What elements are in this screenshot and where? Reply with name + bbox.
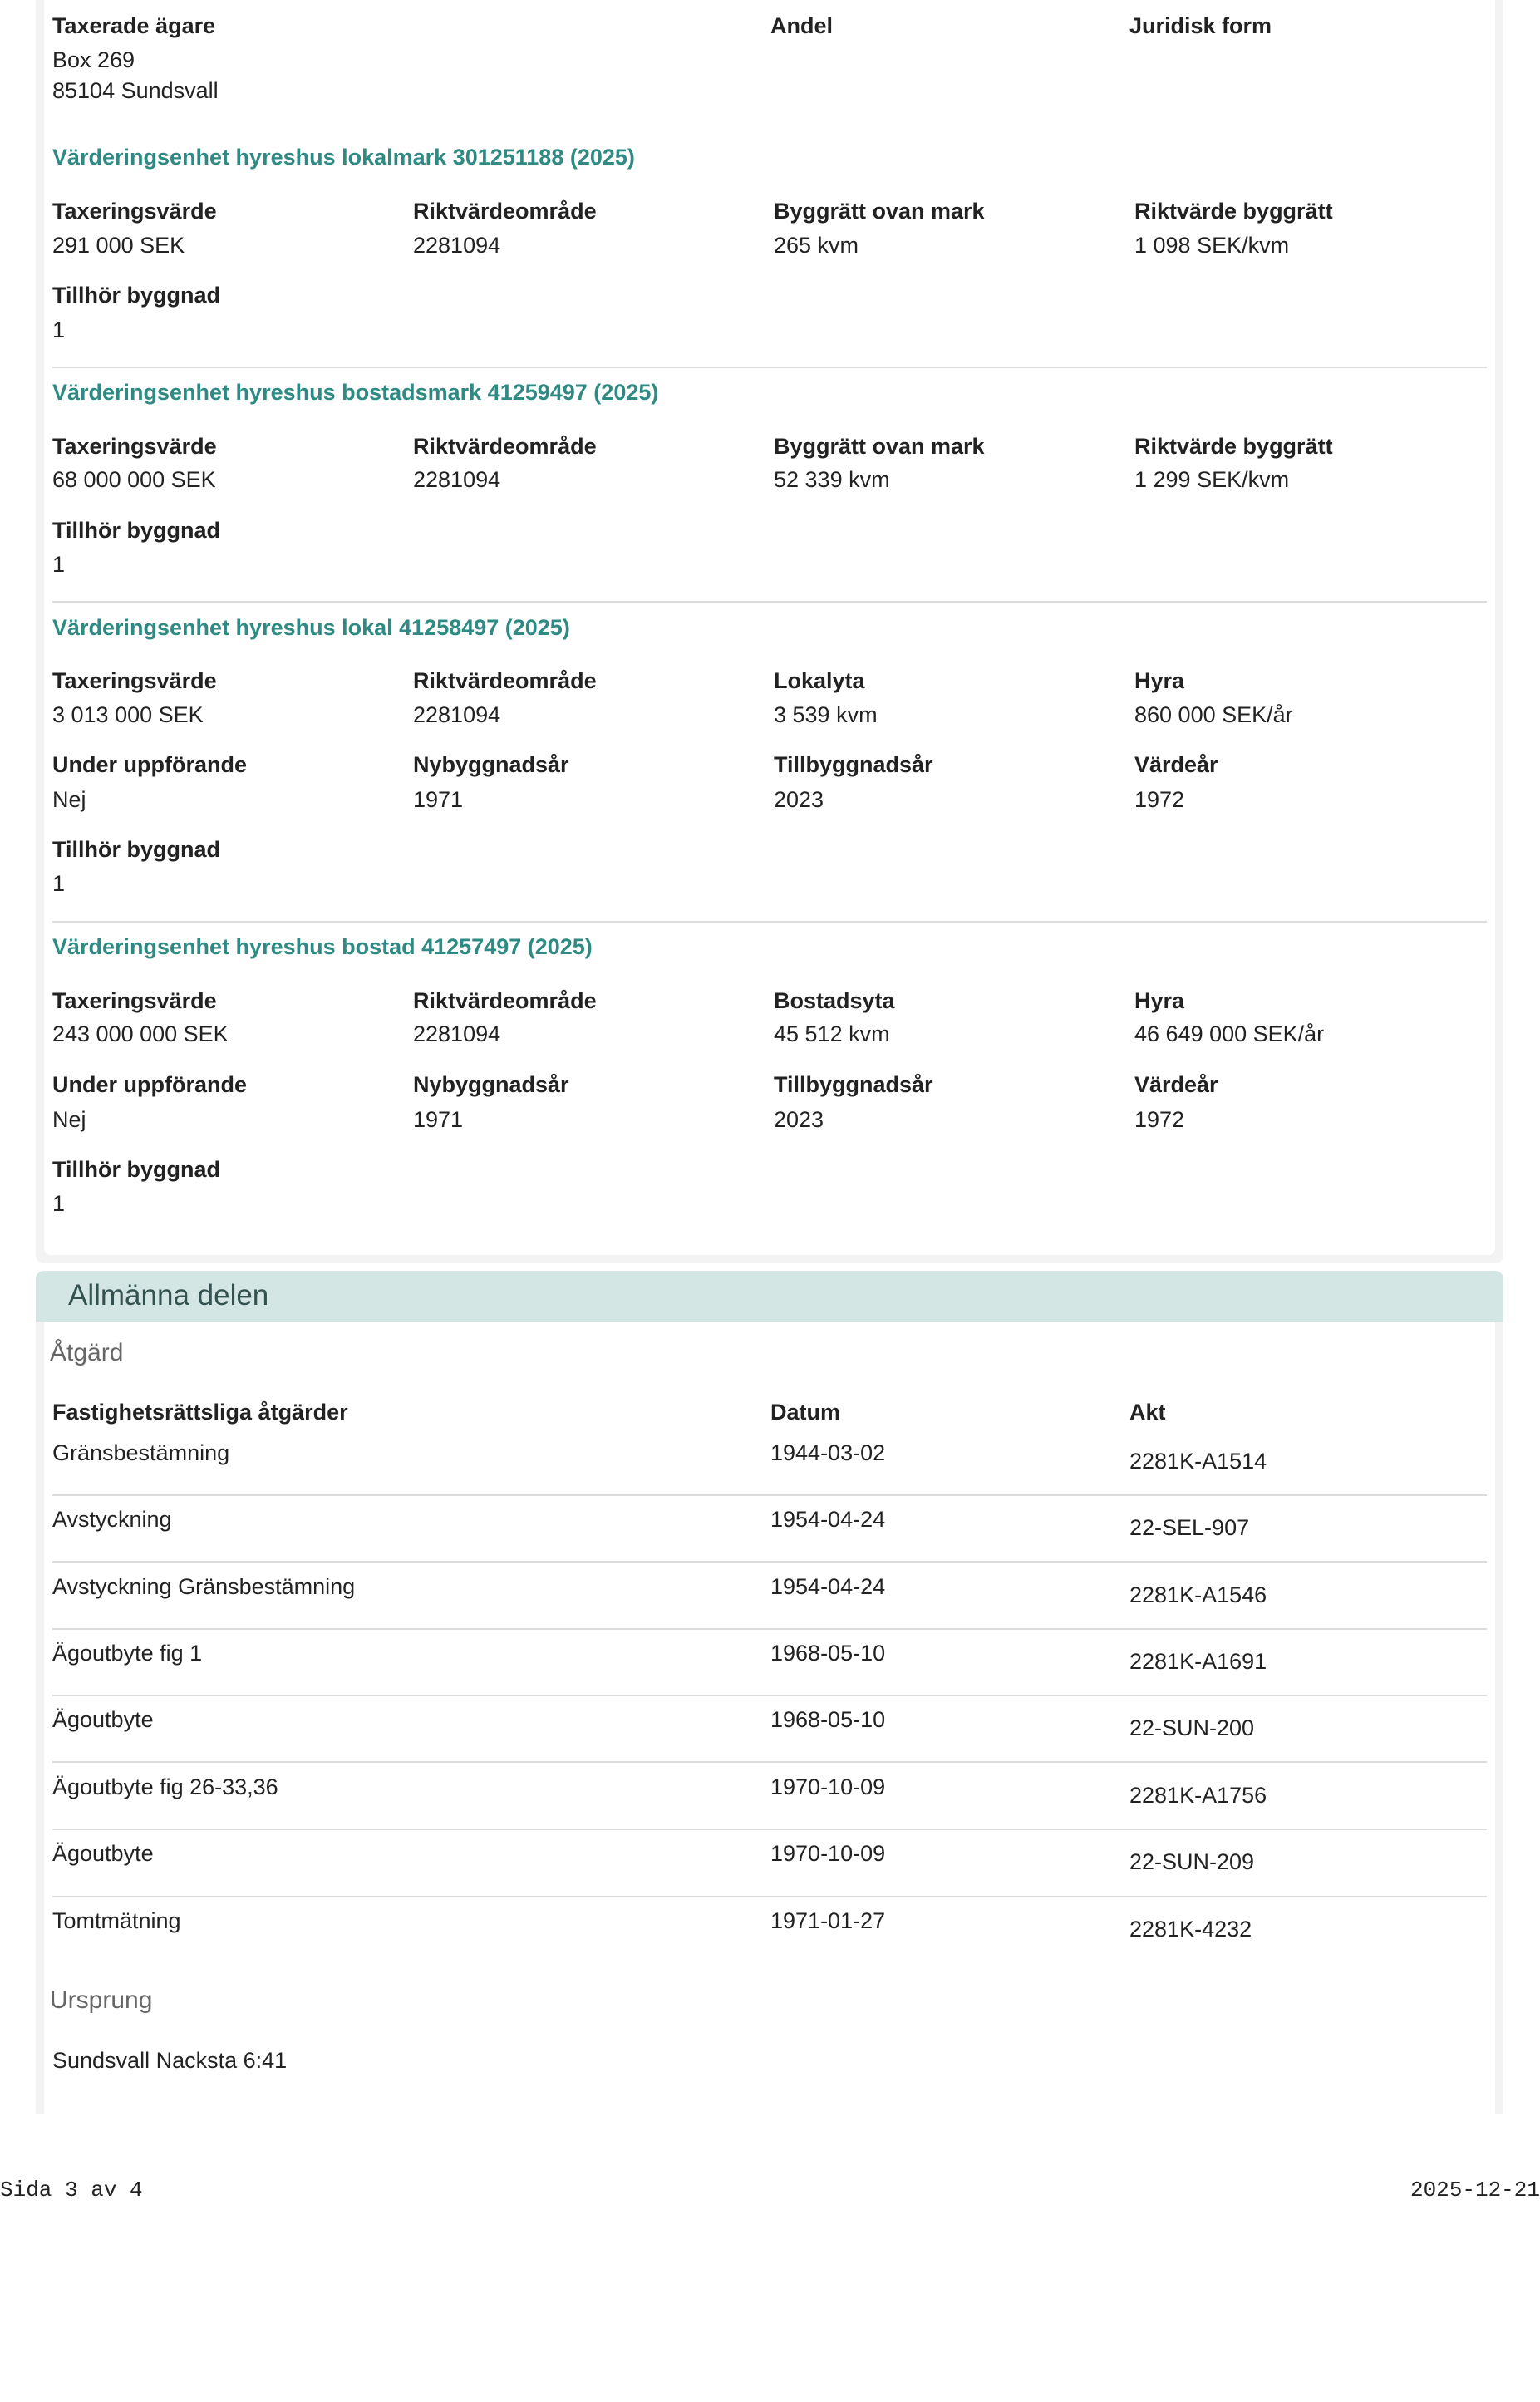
print-date: 2025-12-21 <box>1410 2178 1540 2203</box>
unit-bostad-tillbyggnadsar-label: Tillbyggnadsår <box>774 1072 933 1097</box>
unit-lokalmark-title: Värderingsenhet hyreshus lokalmark 301251188 (2025) <box>52 145 635 170</box>
owner-header-juridisk-form: Juridisk form <box>1129 13 1272 38</box>
divider <box>52 601 1487 603</box>
atgard-col-akt: Akt <box>1129 1400 1166 1425</box>
unit-bostadsmark-byggratt: 52 339 kvm <box>774 467 890 492</box>
unit-bostad-bostadsyta: 45 512 kvm <box>774 1021 890 1046</box>
akt-cell: 22-SUN-200 <box>1129 1715 1255 1740</box>
unit-lokalmark-byggratt: 265 kvm <box>774 233 859 258</box>
atgard-col-datum: Datum <box>770 1400 841 1425</box>
unit-lokal-tillbyggnadsar-label: Tillbyggnadsår <box>774 752 933 777</box>
unit-lokal-tillbyggnadsar: 2023 <box>774 787 824 812</box>
ursprung-value: Sundsvall Nacksta 6:41 <box>52 2048 288 2073</box>
akt-cell: 2281K-A1514 <box>1129 1449 1267 1474</box>
owner-address-line1: Box 269 <box>52 47 135 72</box>
allmanna-delen-title: Allmänna delen <box>68 1279 269 1312</box>
unit-bostad-vardear-label: Värdeår <box>1134 1072 1218 1097</box>
unit-lokalmark-riktvardeomrade: 2281094 <box>413 233 501 258</box>
divider <box>52 1896 1487 1897</box>
atgard-cell: Gränsbestämning <box>52 1440 230 1465</box>
unit-bostad-under-uppforande: Nej <box>52 1107 86 1132</box>
divider <box>52 1628 1487 1630</box>
unit-bostad-tillhor: 1 <box>52 1191 66 1216</box>
datum-cell: 1971-01-27 <box>770 1908 886 1933</box>
owner-header-taxerade-agare: Taxerade ägare <box>52 13 216 38</box>
unit-lokal-title: Värderingsenhet hyreshus lokal 41258497 (2025) <box>52 615 570 640</box>
datum-cell: 1968-05-10 <box>770 1707 886 1732</box>
unit-bostad-hyra: 46 649 000 SEK/år <box>1134 1021 1325 1046</box>
allmanna-delen-header <box>36 1271 1503 1322</box>
unit-bostadsmark-riktvardeomrade: 2281094 <box>413 467 501 492</box>
unit-bostad-riktvardeomrade: 2281094 <box>413 1021 501 1046</box>
unit-bostad-nybyggnadsar: 1971 <box>413 1107 464 1132</box>
unit-bostadsmark-tillhor: 1 <box>52 552 66 577</box>
unit-bostad-taxeringsvarde-label: Taxeringsvärde <box>52 988 217 1013</box>
unit-lokal-vardear: 1972 <box>1134 787 1185 812</box>
akt-cell: 2281K-4232 <box>1129 1917 1252 1942</box>
divider <box>52 1561 1487 1563</box>
unit-lokal-taxeringsvarde: 3 013 000 SEK <box>52 702 204 727</box>
atgard-cell: Ägoutbyte <box>52 1841 154 1866</box>
unit-lokalmark-tillhor: 1 <box>52 317 66 342</box>
datum-cell: 1970-10-09 <box>770 1841 886 1866</box>
divider <box>52 1761 1487 1763</box>
datum-cell: 1954-04-24 <box>770 1507 886 1532</box>
unit-bostad-hyra-label: Hyra <box>1134 988 1185 1013</box>
unit-bostad-tillhor-label: Tillhör byggnad <box>52 1157 220 1182</box>
atgard-cell: Avstyckning <box>52 1507 172 1532</box>
unit-bostadsmark-title: Värderingsenhet hyreshus bostadsmark 41259497 (2025) <box>52 380 659 405</box>
akt-cell: 22-SUN-209 <box>1129 1849 1255 1874</box>
unit-bostad-nybyggnadsar-label: Nybyggnadsår <box>413 1072 569 1097</box>
unit-lokal-riktvardeomrade: 2281094 <box>413 702 501 727</box>
unit-lokalmark-taxeringsvarde: 291 000 SEK <box>52 233 185 258</box>
unit-bostadsmark-riktvarde-byggratt: 1 299 SEK/kvm <box>1134 467 1290 492</box>
owner-header-andel: Andel <box>770 13 834 38</box>
atgard-section <box>44 1322 1495 2402</box>
atgard-col-fastighetsrattsliga: Fastighetsrättsliga åtgärder <box>52 1400 348 1425</box>
divider <box>52 1494 1487 1496</box>
divider <box>52 367 1487 368</box>
unit-lokal-tillhor: 1 <box>52 871 66 896</box>
datum-cell: 1970-10-09 <box>770 1774 886 1799</box>
unit-bostadsmark-taxeringsvarde: 68 000 000 SEK <box>52 467 216 492</box>
ursprung-section <box>44 1968 1495 2114</box>
atgard-cell: Ägoutbyte <box>52 1707 154 1732</box>
unit-lokal-lokalyta-label: Lokalyta <box>774 668 865 693</box>
unit-bostadsmark-byggratt-label: Byggrätt ovan mark <box>774 434 985 459</box>
allmanna-delen-panel <box>36 1271 1503 2114</box>
akt-cell: 2281K-A1756 <box>1129 1783 1267 1808</box>
unit-bostadsmark-tillhor-label: Tillhör byggnad <box>52 518 220 543</box>
atgard-heading: Åtgärd <box>50 1339 124 1366</box>
akt-cell: 2281K-A1691 <box>1129 1649 1267 1674</box>
unit-bostad-bostadsyta-label: Bostadsyta <box>774 988 895 1013</box>
owner-address-line2: 85104 Sundsvall <box>52 78 219 103</box>
unit-lokal-lokalyta: 3 539 kvm <box>774 702 878 727</box>
unit-lokal-hyra: 860 000 SEK/år <box>1134 702 1293 727</box>
unit-lokal-hyra-label: Hyra <box>1134 668 1185 693</box>
unit-bostadsmark-riktvarde-byggratt-label: Riktvärde byggrätt <box>1134 434 1333 459</box>
unit-lokal-tillhor-label: Tillhör byggnad <box>52 837 220 862</box>
unit-lokal-taxeringsvarde-label: Taxeringsvärde <box>52 668 217 693</box>
unit-bostad-vardear: 1972 <box>1134 1107 1185 1132</box>
datum-cell: 1944-03-02 <box>770 1440 886 1465</box>
unit-lokal-nybyggnadsar-label: Nybyggnadsår <box>413 752 569 777</box>
unit-lokal-nybyggnadsar: 1971 <box>413 787 464 812</box>
unit-bostadsmark-riktvardeomrade-label: Riktvärdeområde <box>413 434 597 459</box>
divider <box>52 1829 1487 1830</box>
unit-bostad-under-uppforande-label: Under uppförande <box>52 1072 247 1097</box>
unit-lokalmark-riktvarde-byggratt-label: Riktvärde byggrätt <box>1134 199 1333 224</box>
unit-lokalmark-taxeringsvarde-label: Taxeringsvärde <box>52 199 217 224</box>
unit-lokalmark-riktvardeomrade-label: Riktvärdeområde <box>413 199 597 224</box>
unit-lokal-under-uppforande-label: Under uppförande <box>52 752 247 777</box>
unit-lokalmark-riktvarde-byggratt: 1 098 SEK/kvm <box>1134 233 1290 258</box>
akt-cell: 22-SEL-907 <box>1129 1515 1250 1540</box>
unit-bostad-title: Värderingsenhet hyreshus bostad 41257497 (2025) <box>52 934 593 959</box>
unit-bostadsmark-taxeringsvarde-label: Taxeringsvärde <box>52 434 217 459</box>
unit-bostad-riktvardeomrade-label: Riktvärdeområde <box>413 988 597 1013</box>
atgard-cell: Avstyckning Gränsbestämning <box>52 1574 356 1599</box>
unit-lokalmark-tillhor-label: Tillhör byggnad <box>52 283 220 308</box>
atgard-cell: Tomtmätning <box>52 1908 181 1933</box>
unit-lokal-riktvardeomrade-label: Riktvärdeområde <box>413 668 597 693</box>
akt-cell: 2281K-A1546 <box>1129 1582 1267 1607</box>
divider <box>52 921 1487 923</box>
divider <box>52 1695 1487 1696</box>
unit-lokal-under-uppforande: Nej <box>52 787 86 812</box>
page-number: Sida 3 av 4 <box>0 2178 143 2203</box>
unit-bostad-taxeringsvarde: 243 000 000 SEK <box>52 1021 229 1046</box>
atgard-cell: Ägoutbyte fig 26-33,36 <box>52 1774 278 1799</box>
unit-lokalmark-byggratt-label: Byggrätt ovan mark <box>774 199 985 224</box>
atgard-cell: Ägoutbyte fig 1 <box>52 1641 203 1666</box>
unit-lokal-vardear-label: Värdeår <box>1134 752 1218 777</box>
ursprung-heading: Ursprung <box>50 1986 153 2014</box>
unit-bostad-tillbyggnadsar: 2023 <box>774 1107 824 1132</box>
datum-cell: 1954-04-24 <box>770 1574 886 1599</box>
datum-cell: 1968-05-10 <box>770 1641 886 1666</box>
